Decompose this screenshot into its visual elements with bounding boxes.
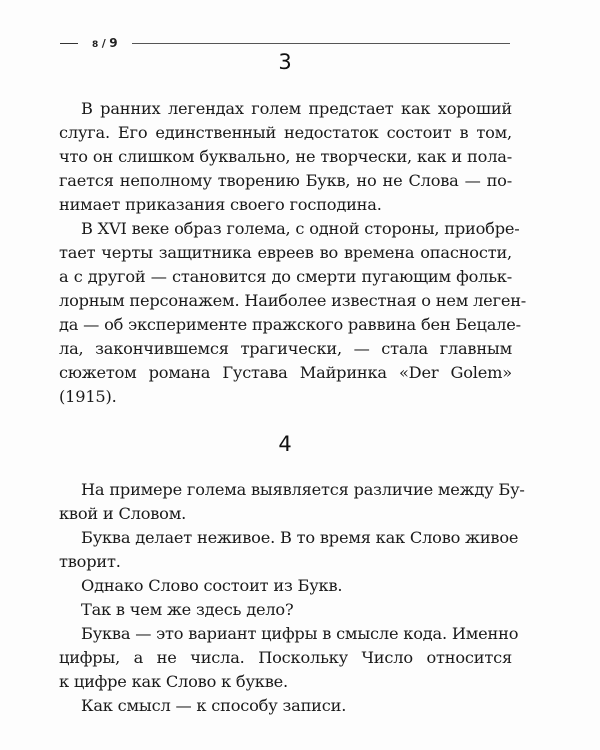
section-3-text — [59, 97, 527, 409]
text-line: творит. — [59, 552, 121, 571]
current-page-number: 8 — [92, 40, 99, 50]
text-line: а с другой — становится до смерти пугающим фольк- — [59, 267, 512, 286]
text-line: Как смысл — к способу записи. — [81, 696, 347, 715]
text-line: Так в чем же здесь дело? — [81, 600, 294, 619]
text-line: да — об эксперименте пражского раввина бен Бецале- — [59, 315, 521, 334]
text-line: нимает приказания своего господина. — [59, 195, 382, 214]
paragraph — [59, 598, 512, 622]
text-line: цифры, а не числа. Поскольку Число относится — [59, 648, 512, 667]
text-line: Буква — это вариант цифры в смысле кода. Именно — [81, 624, 519, 643]
header-rule — [132, 43, 510, 44]
text-line: сюжетом романа Густава Майринка «Der Golem» — [59, 363, 512, 382]
text-line: что он слишком буквально, не творчески, как и пола- — [59, 147, 512, 166]
text-line: ла, закончившемся трагически, — стала главным — [59, 339, 512, 358]
text-line: к цифре как Слово к букве. — [59, 672, 288, 691]
section-4-text — [59, 478, 525, 718]
text-line: Однако Слово состоит из Букв. — [81, 576, 343, 595]
paragraph — [59, 574, 512, 598]
text-line: квой и Словом. — [59, 504, 187, 523]
running-head — [60, 36, 510, 50]
header-dash — [60, 43, 78, 44]
text-line: слуга. Его единственный недостаток состоит в том, — [59, 123, 512, 142]
total-pages-number: 9 — [109, 36, 119, 50]
paragraph — [59, 478, 525, 526]
text-line: (1915). — [59, 387, 117, 406]
text-line: гается неполному творению Букв, но не Слова — по- — [59, 171, 512, 190]
paragraph — [59, 622, 519, 694]
text-line: Буква делает неживое. В то время как Слово живое — [81, 528, 519, 547]
text-line: лорным персонажем. Наиболее известная о нем леген- — [59, 291, 527, 310]
paragraph — [59, 526, 519, 574]
paragraph — [59, 97, 512, 217]
text-line: тает черты защитника евреев во времена опасности, — [59, 243, 512, 262]
page-indicator — [92, 36, 118, 50]
page-separator: / — [101, 37, 107, 50]
text-line: В ранних легендах голем предстает как хороший — [81, 99, 512, 118]
section-number: 3 — [278, 50, 292, 74]
text-line: На примере голема выявляется различие между Бу- — [81, 480, 525, 499]
paragraph — [59, 217, 527, 409]
section-number: 4 — [278, 432, 292, 456]
text-line: В XVI веке образ голема, с одной стороны, приобре- — [81, 219, 520, 238]
paragraph — [59, 694, 512, 718]
